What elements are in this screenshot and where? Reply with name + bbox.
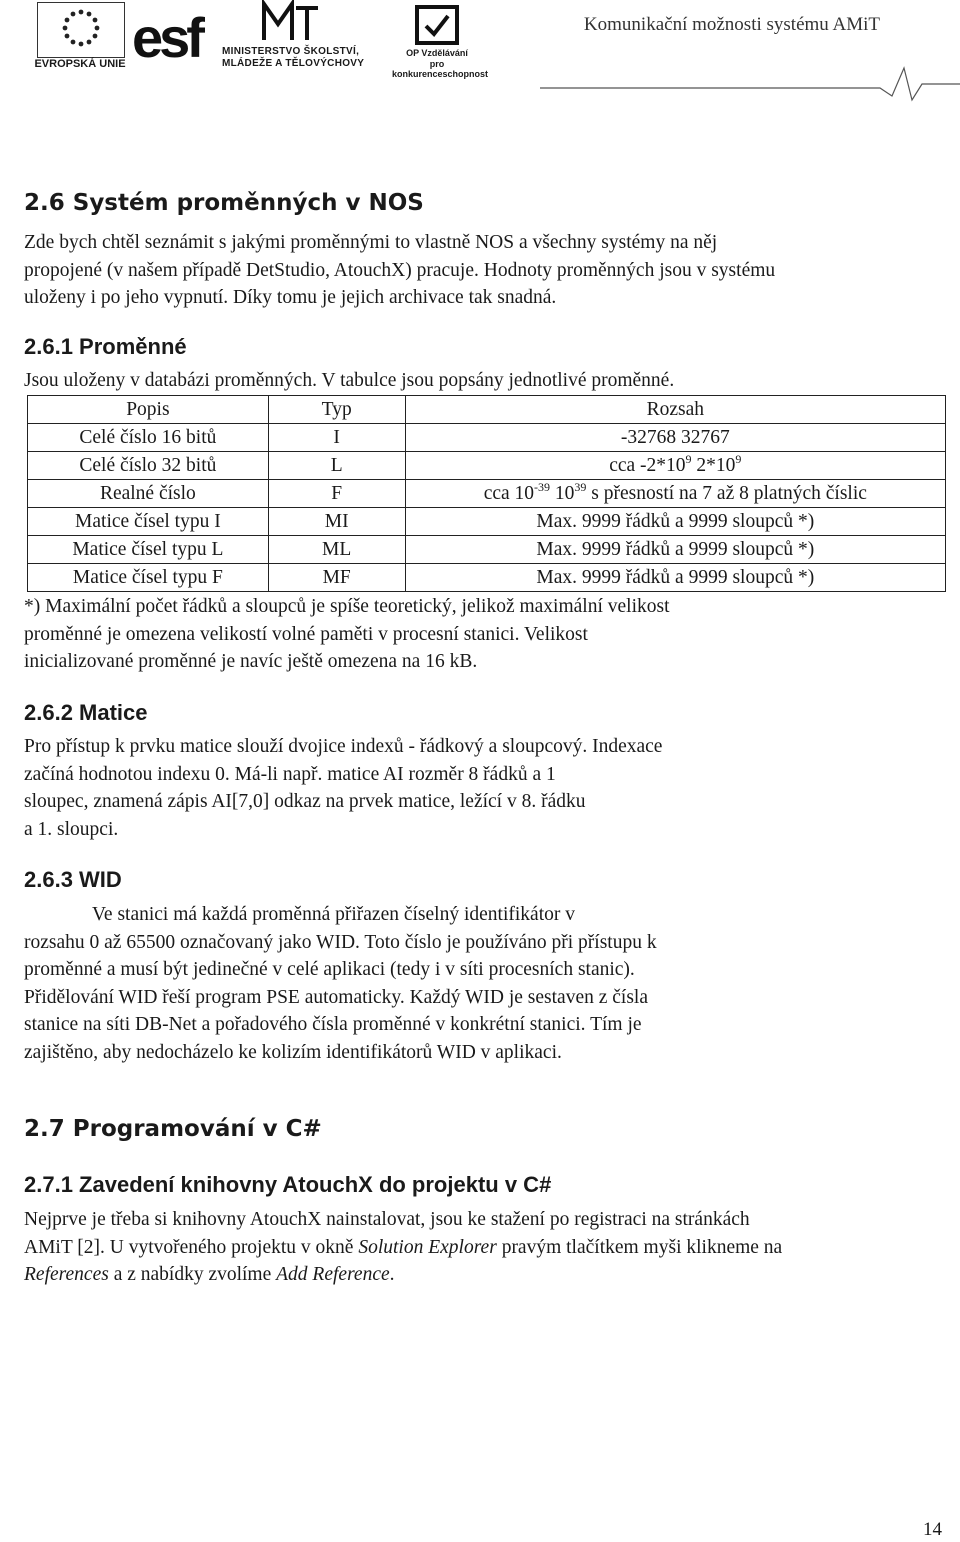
pulse-line-icon — [540, 62, 960, 102]
text-span: a z nabídky zvolíme — [108, 1264, 277, 1285]
table-cell — [405, 452, 945, 480]
table-header: Rozsah — [405, 396, 945, 424]
eu-caption: EVROPSKÁ UNIE — [34, 58, 126, 70]
table-cell: Max. 9999 řádků a 9999 sloupců *) — [405, 536, 945, 564]
table-row — [28, 424, 946, 452]
exponent: -39 — [534, 479, 551, 494]
table-cell: Matice čísel typu I — [28, 508, 269, 536]
exponent: 39 — [574, 479, 587, 494]
op-line-1: OP Vzdělávání — [406, 48, 468, 58]
range-text: cca -2*10 — [609, 454, 686, 476]
text-span: pravým tlačítkem myši klikneme na — [496, 1236, 783, 1258]
text-emphasis: References — [24, 1264, 109, 1285]
esf-logo — [132, 0, 214, 72]
eu-logo — [33, 0, 127, 72]
msmt-emblem-icon — [260, 0, 320, 44]
table-cell: Celé číslo 16 bitů — [28, 424, 269, 452]
eu-flag-icon — [37, 2, 125, 58]
table-row — [28, 452, 946, 480]
section-heading-2-6-2: 2.6.2 Matice — [24, 700, 148, 725]
text-line: *) Maximální počet řádků a sloupců je spíše teoretický, jelikož maximální velikost — [24, 596, 670, 617]
page-number: 14 — [923, 1519, 942, 1540]
text-line: a 1. sloupci. — [24, 818, 119, 840]
intro-2-6-1: Jsou uloženy v databázi proměnných. V tabulce jsou popsány jednotlivé proměnné. — [24, 370, 675, 391]
text-line: Ve stanici má každá proměnná přiřazen číselný identifikátor v — [92, 904, 575, 925]
msmt-line-1: MINISTERSTVO ŠKOLSTVÍ, — [222, 46, 360, 57]
header-title: Komunikační možnosti systému AMiT — [583, 14, 880, 35]
table-cell: I — [268, 424, 405, 452]
table-cell: Matice čísel typu F — [28, 564, 269, 592]
table-cell: Matice čísel typu L — [28, 536, 269, 564]
exponent: 9 — [735, 451, 742, 466]
table-cell: Max. 9999 řádků a 9999 sloupců *) — [405, 508, 945, 536]
table-cell: F — [268, 480, 405, 508]
table-note — [24, 593, 944, 676]
variables-table — [27, 395, 946, 592]
op-line-2: pro konkurenceschopnost — [392, 59, 489, 79]
op-logo — [392, 0, 489, 79]
table-cell: ML — [268, 536, 405, 564]
section-heading-2-7: 2.7 Programování v C# — [24, 1116, 322, 1142]
text-span: . — [389, 1264, 395, 1285]
table-header: Typ — [268, 396, 405, 424]
table-cell: Celé číslo 32 bitů — [28, 452, 269, 480]
paragraph-2-6 — [24, 229, 944, 312]
range-text: cca 10 — [483, 482, 535, 504]
op-emblem-icon — [414, 4, 460, 46]
table-cell: L — [268, 452, 405, 480]
text-line: Přidělování WID řeší program PSE automaticky. Každý WID je sestaven z čísla — [24, 986, 649, 1008]
section-heading-2-6: 2.6 Systém proměnných v NOS — [24, 190, 424, 216]
text-line: proměnné je omezena velikostí volné paměti v procesní stanici. Velikost — [24, 623, 588, 645]
paragraph-2-6-2 — [24, 733, 944, 843]
text-line — [24, 1234, 944, 1262]
paragraph-2-6-3 — [24, 901, 944, 1066]
table-cell: MI — [268, 508, 405, 536]
text-line: Pro přístup k prvku matice slouží dvojice indexů - řádkový a sloupcový. Indexace — [24, 736, 663, 757]
table-header-row — [28, 396, 946, 424]
esf-logo-text: esf — [132, 6, 201, 69]
section-heading-2-7-1: 2.7.1 Zavedení knihovny AtouchX do projektu v C# — [24, 1172, 552, 1197]
text-line: Nejprve je třeba si knihovny AtouchX nainstalovat, jsou ke stažení po registraci na stránkách — [24, 1209, 750, 1230]
text-line: sloupec, znamená zápis AI[7,0] odkaz na prvek matice, ležící v 8. řádku — [24, 791, 586, 812]
msmt-logo — [222, 0, 377, 72]
table-cell: -32768 32767 — [405, 424, 945, 452]
text-line: Zde bych chtěl seznámit s jakými proměnnými to vlastně NOS a všechny systémy na něj — [24, 232, 718, 253]
text-line: proměnné a musí být jedinečné v celé aplikaci (tedy i v síti procesních stanic). — [24, 959, 635, 980]
section-heading-2-6-3: 2.6.3 WID — [24, 867, 122, 892]
text-line: zajištěno, aby nedocházelo ke kolizím identifikátorů WID v aplikaci. — [24, 1041, 562, 1063]
section-heading-2-6-1: 2.6.1 Proměnné — [24, 334, 187, 359]
text-emphasis: Add Reference — [276, 1264, 390, 1285]
text-line: uloženy i po jeho vypnutí. Díky tomu je jejich archivace tak snadná. — [24, 287, 557, 308]
range-text: s přesností na 7 až 8 platných číslic — [586, 482, 867, 504]
msmt-line-2: MLÁDEŽE A TĚLOVÝCHOVY — [222, 58, 365, 69]
text-line: začíná hodnotou indexu 0. Má-li např. matice AI rozměr 8 řádků a 1 — [24, 763, 556, 785]
table-cell: Realné číslo — [28, 480, 269, 508]
text-line: inicializované proměnné je navíc ještě omezena na 16 kB. — [24, 651, 478, 672]
text-emphasis: Solution Explorer — [358, 1236, 497, 1258]
range-text: 10 — [550, 482, 575, 504]
text-line: rozsahu 0 až 65500 označovaný jako WID. Toto číslo je používáno při přístupu k — [24, 931, 657, 953]
text-line: stanice na síti DB-Net a pořadového čísla proměnné v konkrétní stanici. Tím je — [24, 1014, 642, 1035]
exponent: 9 — [685, 451, 692, 466]
table-row — [28, 536, 946, 564]
text-line — [24, 1261, 944, 1289]
paragraph-2-7-1 — [24, 1206, 944, 1289]
table-header: Popis — [28, 396, 269, 424]
table-row — [28, 480, 946, 508]
text-span: AMiT [2]. U vytvořeného projektu v okně — [24, 1236, 359, 1258]
table-cell: MF — [268, 564, 405, 592]
table-cell — [405, 480, 945, 508]
table-row — [28, 564, 946, 592]
text-line: propojené (v našem případě DetStudio, AtouchX) pracuje. Hodnoty proměnných jsou v systému — [24, 259, 776, 281]
table-row — [28, 508, 946, 536]
table-cell: Max. 9999 řádků a 9999 sloupců *) — [405, 564, 945, 592]
range-text: 2*10 — [691, 454, 736, 476]
